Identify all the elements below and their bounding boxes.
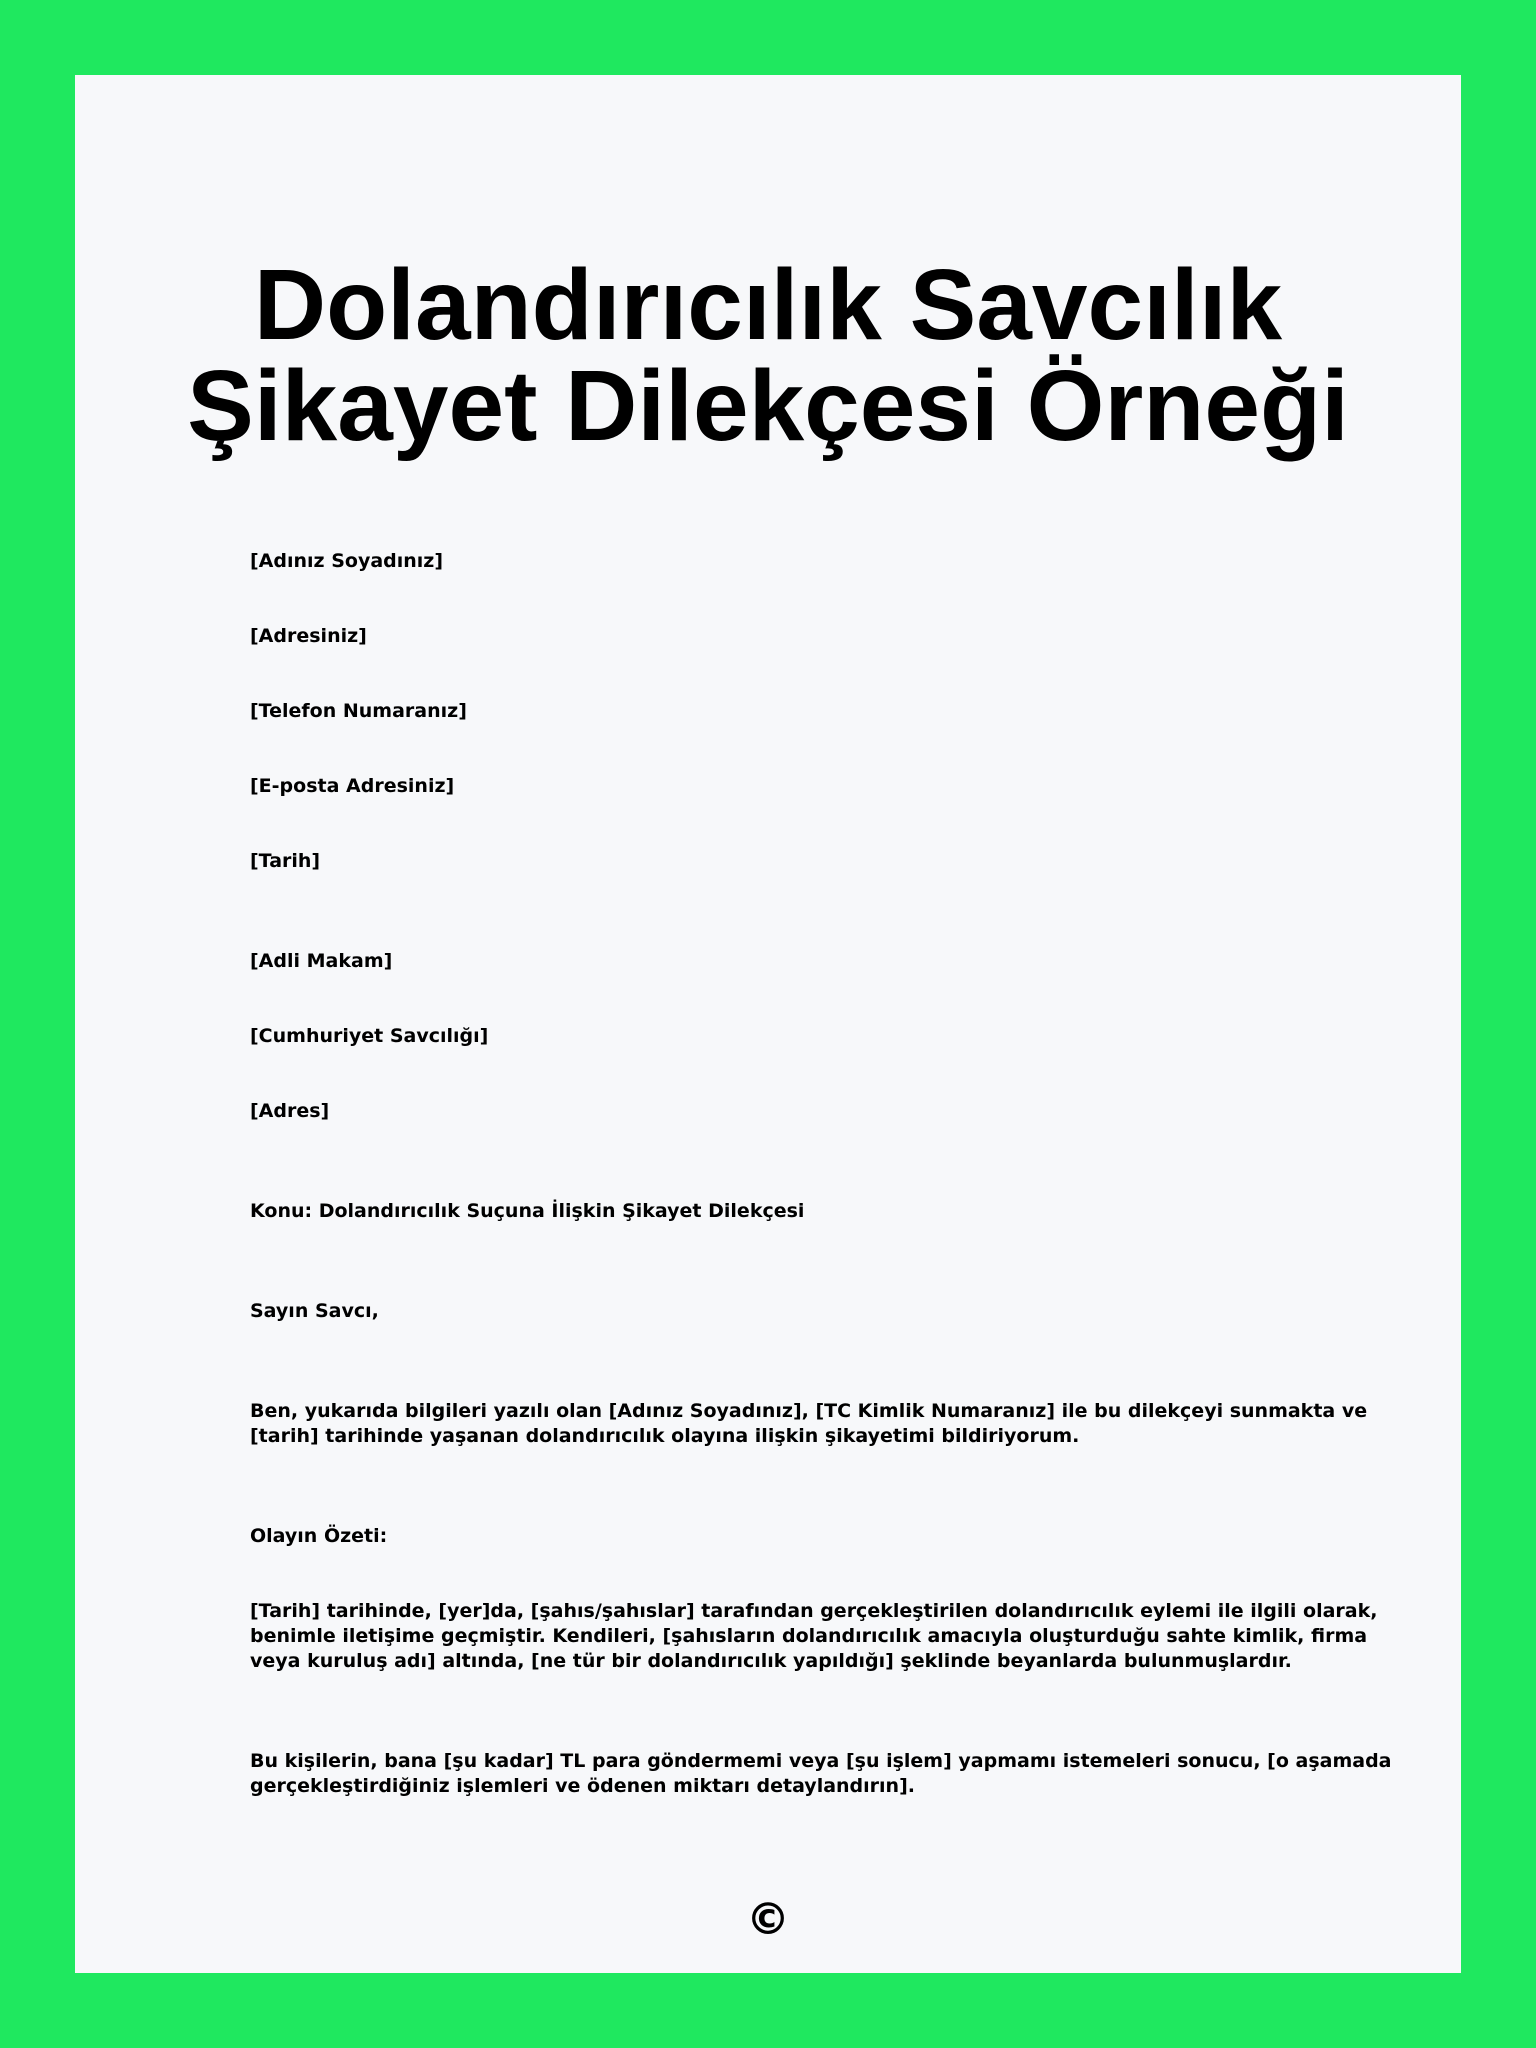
sender-address: [Adresiniz] <box>250 625 367 647</box>
document-title <box>75 249 1461 462</box>
document-page <box>75 75 1461 1973</box>
summary-line-1: [Tarih] tarihinde, [yer]da, [şahıs/şahıslar] tarafından gerçekleştirilen dolandırıcılık eylemi ile ilgili olarak, <box>250 1600 1378 1622</box>
intro-line-2: [tarih] tarihinde yaşanan dolandırıcılık olayına ilişkin şikayetimi bildiriyorum. <box>250 1425 1080 1447</box>
summary-line-3: veya kuruluş adı] altında, [ne tür bir dolandırıcılık yapıldığı] şeklinde beyanlarda bulunmuşlardır. <box>250 1650 1292 1672</box>
recipient-authority: [Adli Makam] <box>250 950 393 972</box>
title-line-1: Dolandırıcılık Savcılık <box>253 249 1283 361</box>
subject-line: Konu: Dolandırıcılık Suçuna İlişkin Şikayet Dilekçesi <box>250 1200 805 1222</box>
intro-paragraph <box>250 1399 1368 1449</box>
summary-line-2: benimle iletişime geçmiştir. Kendileri, [şahısların dolandırıcılık amacıyla oluşturduğu sahte kimlik, firma <box>250 1625 1368 1647</box>
summary-heading: Olayın Özeti: <box>250 1525 388 1547</box>
request-line-2: gerçekleştirdiğiniz işlemleri ve ödenen miktarı detaylandırın]. <box>250 1775 915 1797</box>
title-line-2: Şikayet Dilekçesi Örneği <box>187 350 1349 462</box>
salutation: Sayın Savcı, <box>250 1300 379 1322</box>
copyright-icon: © <box>746 1894 790 1945</box>
recipient-office: [Cumhuriyet Savcılığı] <box>250 1025 489 1047</box>
recipient-address: [Adres] <box>250 1100 330 1122</box>
sender-date: [Tarih] <box>250 850 321 872</box>
request-paragraph <box>250 1749 1392 1799</box>
sender-phone: [Telefon Numaranız] <box>250 700 467 722</box>
sender-email: [E-posta Adresiniz] <box>250 775 455 797</box>
summary-paragraph <box>250 1599 1378 1674</box>
intro-line-1: Ben, yukarıda bilgileri yazılı olan [Adınız Soyadınız], [TC Kimlik Numaranız] ile bu dilekçeyi sunmakta ve <box>250 1400 1368 1422</box>
sender-name: [Adınız Soyadınız] <box>250 550 444 572</box>
request-line-1: Bu kişilerin, bana [şu kadar] TL para göndermemi veya [şu işlem] yapmamı istemeleri sonucu, [o aşamada <box>250 1750 1392 1772</box>
